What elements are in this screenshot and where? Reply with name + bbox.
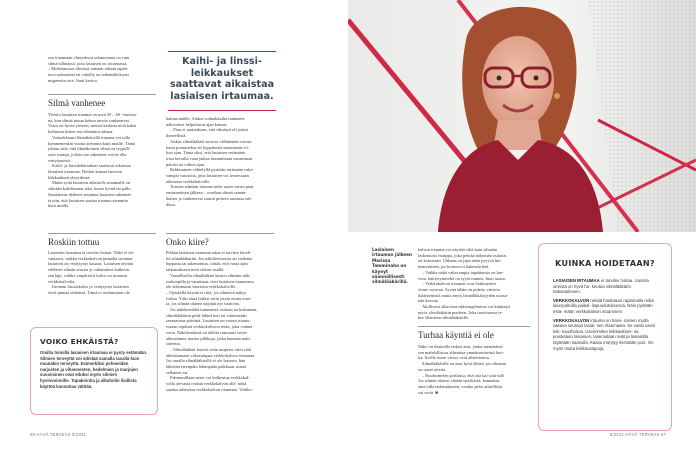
line: sesti isompi, jolloin sen rakenteet voivat olla xyxy=(48,151,127,157)
line: Kaihi- ja linssileikkaukset saattavat aikaistaa xyxy=(52,163,131,169)
line: ta, jos silmän tilanne näyttää nyt vaativan. xyxy=(166,301,240,307)
line: Jos silmän tilanne yhtään epäilyttää, kannattaa xyxy=(418,378,500,384)
line: päivän tai viikon ajan. xyxy=(166,161,206,167)
line: – Ruuhsimelen poitlassa, että tota kai siitä tuli! xyxy=(422,372,505,378)
line: leikkauksen yhteydessä. xyxy=(48,174,91,180)
line: on uusia oireita. xyxy=(418,366,447,372)
line: Lasiaisen irtaumaa ei tarvitse hoitaa. Näkö ei ole xyxy=(48,250,134,255)
line: Pelkän lasiaisen irtauman takia ei tarvitse kiireh- xyxy=(166,250,252,255)
intro-text xyxy=(48,55,156,84)
section3-column2 xyxy=(166,250,278,393)
line: Vaiva on hyvin yleinen, meistä kaikista noin kaksi xyxy=(48,123,137,129)
line: Toiseen silmään irtauma tulee usein varsin pian xyxy=(170,184,254,190)
line: tai kokonaan. Uhkana on jopa näön pysyvä hei- xyxy=(418,258,502,264)
line: myös yleislääkärin puoleen. Joka tarvittaessa te- xyxy=(418,309,503,315)
line: nän kasvua. xyxy=(418,298,439,304)
box-title: VOIKO EHKÄISTÄ? xyxy=(40,337,119,346)
line: kentyminen, jos hoitoon ei hakeudu heti. xyxy=(418,264,490,270)
pullquote-bottom-rule xyxy=(168,110,276,111)
line: sateesta. xyxy=(166,341,181,347)
line: Näkö on ihmiselle tärkeä aisti, jonka menettämi- xyxy=(418,344,504,349)
portrait-photo xyxy=(348,0,696,232)
box-items xyxy=(553,278,657,354)
line: Rehkiminen välttelyllä pyritään estämään vaka- xyxy=(170,167,254,173)
line: lasiaisen on vetäytynyt kauaas. Lasiaisen täyttää xyxy=(48,261,133,267)
line: – Verkkokalvon irtaumat ovat lisääntyneet xyxy=(422,281,497,287)
line: na, kun silmät muun kehon tavoin vanhenevat. xyxy=(48,117,130,123)
section-divider xyxy=(48,233,156,234)
line: kuin muilla. xyxy=(48,203,70,209)
section-heading-turhaa-kayntia: Turhaa käyntiä ei ole xyxy=(418,330,494,340)
page-footer-right: 8/2021 HYVÄ TERVEYS 67 xyxy=(610,432,667,437)
line: vampia vaurioita, jotta lasiaisen voi irrotessaan xyxy=(166,173,249,179)
line: ikääntymistä mutta myös lisinälikkäisyyden nousu- xyxy=(418,292,509,298)
info-box-kuinka-hoidetaan xyxy=(538,243,672,431)
line: tarkastukseen noin viikon sisällä. xyxy=(166,267,225,273)
line: Voimakkaasti likinäköisillä irtauma voi tulla xyxy=(52,134,130,140)
line: näköoireet helpottavat ajan kanssa. xyxy=(166,121,228,127)
line: hippusia tai salamointia, riittää, että varaa ajan xyxy=(166,261,248,267)
right-column-text xyxy=(418,247,534,321)
pullquote: Kaihi- ja linssi-leikkaukset saattavat aikaistaa lasiaisen irtaumaa. xyxy=(169,56,275,102)
section1-column2 xyxy=(166,116,278,207)
line: vaarassa, vaikka verkkokalvon pinnalta irronnut xyxy=(48,255,133,261)
box-item-term: LASIAISEN IRTAUMAA xyxy=(553,278,600,283)
section-heading-roskiin-tottuu: Roskiin tottuu xyxy=(48,237,100,247)
line: Irronnut lasiaiskalvo ja vetäytynyt lasiainen xyxy=(52,284,129,290)
line: Yleisin lasiaisen irtauma on noin 50 – 60 -vuotiaa- xyxy=(48,112,138,117)
box-item-text: reikää hoidetaan rajaamalla reikä laserpoltoilla paikal- lispuudutuksessa. Näin pyritään estä- mään verkkokalvon irtoaminen. xyxy=(553,297,654,314)
line: sen läpi, vaikka ympäröivä kalvo on irronnut xyxy=(48,272,127,278)
line: ensimmäisen jälkeen – ovathan silmät saman- xyxy=(166,190,247,196)
line: aiheuttamaan vakavampaa verkkokalvon irtaumaa. xyxy=(166,352,256,358)
line: tiä silmälääkäriin. Jos näköhermoista on vaalenta xyxy=(166,255,253,261)
box-item xyxy=(553,298,657,315)
line: venyttyneitä. xyxy=(48,157,71,163)
intro-line: silmä sillmässä, joita lasiaisen on irtoamassa. xyxy=(48,60,128,66)
line: – Vaikka näitä vakavampia tapahtumia on har- xyxy=(422,269,504,275)
line: lasiaisen irtaumaa. Hoskin kanssa harvoin xyxy=(48,169,122,175)
line: verkkokalvolta. xyxy=(48,278,76,284)
line: ihmeellistä. xyxy=(166,133,187,139)
line: voin, häiriytymiseltä on syytä tunnea, Juuti sanoo. xyxy=(418,275,507,281)
line: sellainen on. xyxy=(166,369,189,375)
box-item-text: ei tarvitse hoitaa. Uusista oireista on hyvä ha- keutua silmälääkärin tarkastukseen. xyxy=(553,278,649,295)
line: Vaarallisella silmälääkäri katsoo silmään mik- xyxy=(170,272,251,278)
section-heading-onko-kiire: Onko kiire? xyxy=(166,237,209,247)
page-footer-left: 66 HYVÄ TERVEYS 8/2021 xyxy=(30,432,87,437)
line: Jos omalla silmälääkärillä ei ole lasseria, hän xyxy=(166,358,246,364)
photo-caption: Lasiaisen irtauman jälkeen Marissa Tamminaho on käynyt säännöllisesti silmälääkärillä. xyxy=(372,247,412,285)
box-item xyxy=(553,318,657,352)
box-text: Omilla toimilla lasiaisen irtaumaa ei pysty estämään. Silmien terveyttä voi edistää samalla tavalla kuin muutakin terveyttä. Esimerkiksi pehmeiden narjusten ja vihannesten, hedelmien ja marjojen suosiminen ovat eduksi myös silmien hyvinvoinnille. Tupakointia ja alkoholin liiallista käyttöä kannattaa välttää. xyxy=(40,350,148,389)
info-box-voiko-ehkaista xyxy=(30,327,158,415)
line: viime vuosina. Syynä tähän on pidetty väestön xyxy=(418,286,500,292)
line: vai eivät. ■ xyxy=(418,389,438,395)
line: ta niin, että lasiaisen saattaa irtauma aiemmin xyxy=(48,197,128,203)
line: Sairaalassa diabetes muuttaa lasiaisen rakennet- xyxy=(48,191,133,197)
line: kolmesta kokee sen elämänsä aikana. xyxy=(48,129,114,135)
line: kee lähetteen silmälääkärille. xyxy=(418,315,470,321)
line: Mutta syitä lasiaisen aikaiselle irtaumalle on xyxy=(52,180,131,186)
intro-line: sen irtaumaan yhteydessä salamoinnia on vain xyxy=(48,55,130,60)
box-item-term: VERKKOKALVON xyxy=(553,317,590,323)
line: sen mahdollisuus aiheuttaa ymmärrettävästi huo- xyxy=(418,349,505,355)
line: Äkillisesti alkavissa näköongelmissa voi käääntyä xyxy=(422,304,511,310)
line: johtuu siitä, että likinäköinen silmä on tyypilli- xyxy=(48,146,131,152)
section2-column1 xyxy=(48,250,158,296)
line: ole aiheutunut vaurioita verkkokalvolle. xyxy=(166,284,237,290)
pullquote-top-rule xyxy=(168,51,276,52)
section-divider xyxy=(166,233,274,234)
box-item-term: VERKKOKALVON xyxy=(553,297,590,303)
line: kalvon irtauma voi näyttää siltä kuin silmään xyxy=(418,247,498,252)
line: kon ajan. Tämä siksi, että lasiaisen vetämänä xyxy=(166,150,245,156)
line: aiheuttaa verkkokalvolle. xyxy=(166,178,211,184)
line: essaan repäistä verkkokalvoon reiän, joka voinna xyxy=(166,324,253,330)
box-title: KUINKA HOIDETAAN? xyxy=(555,259,655,268)
line: – Pian ei muistakaan, että silmässä oli jotain xyxy=(170,127,248,133)
line: roskia. Yöki tässä lisäksi esiin jotain muita oirei- xyxy=(166,295,252,301)
line: seuraavana päivänä. Lasiaisen on voinut irtautu- xyxy=(166,318,251,324)
line: roskoopilla ja varmistaa, ettei lasiaisen irtaumasta xyxy=(166,278,254,284)
line: silmään kohdistunut isku, kuten lyönti tai pallo. xyxy=(48,186,132,192)
line: edelleen silmän sisusta ja valonsäteet kulkevat xyxy=(48,267,130,273)
section-divider xyxy=(48,94,156,95)
line: volla olevasta reiästä verkkokalvon alle, mikä xyxy=(166,381,247,387)
section1-column1 xyxy=(48,112,158,209)
box-item xyxy=(553,278,657,295)
line: Jos näkökentältä tummenee osittain tai kokonaan, xyxy=(170,307,258,313)
line: laskeutuisi esirippu, joka peittää näkymän osittain xyxy=(418,252,506,258)
intro-line: migreenin oire, Juuti kertoo. xyxy=(48,77,98,83)
line: haittaa näölle. Aluksi voimakkailta tuntuneet xyxy=(166,116,245,121)
line: Joskus silmälääkäri neuvoo välttämään voima- xyxy=(170,138,253,144)
line: Pahimmillaan neste voi kulkeutua verkkokal- xyxy=(170,375,250,381)
line: – Opiskella käyntä ei riitä, jos silmässä näkyy xyxy=(166,289,247,295)
line: ikäiset ja vanhenevat suurin piirtein samassa tah- xyxy=(166,195,253,201)
line: lta. Iivelle usein vieroo ovat aiheettomia. xyxy=(418,355,490,361)
line: irtoa kerralla vaan jatkaa irtaumistaan useamman xyxy=(166,155,253,161)
line: eivät pinnaa silmässä. Tämä ei useimmiten ole xyxy=(48,289,130,295)
section-divider xyxy=(418,326,530,327)
right-column-text-2 xyxy=(418,344,534,395)
line: kymmenenkin vuotta aiemmin kuin muille. Tämä xyxy=(48,140,135,146)
intro-line: tuva salamointi tai valoilly on todennäköisesti xyxy=(48,72,129,78)
line: aiheuttamia mustia pilkkuja, jotka kuntaan noki- xyxy=(166,335,252,341)
line: lähettää eteenpäin lähimpään paikkaan, missä xyxy=(166,364,247,370)
line: kasta ponnistelua tai hyppimistä muutaman vii- xyxy=(166,144,250,150)
line: verta. Näkökentässä on tällöin runsaasti veren xyxy=(166,329,247,335)
line: saattaa aiheuttaa verkkokalvon irtauman. Verkko- xyxy=(166,386,254,392)
line: – Silmälääkäri laserei reiän umpeen, ettei siitä xyxy=(170,346,252,352)
section-heading-silma-vanhenee: Silmä vanhenee xyxy=(48,98,106,108)
line: silmälääkäriin pitää lähteä heti tai viimeistään xyxy=(166,312,247,318)
box-item-text: irtauma on harvi- nainen mutta vakava seuraus lasiai- sen irtaumasta. Se vaatii usein leik- kaushoitoa. Useimmiten leikkaukses- sa poistetaan lasiainen, laseroidaan reiät ja lasiaistila täytetään kaasulla. Kaasu imeytyy itsestään pois. On myös muita leikkaustapoja. xyxy=(553,317,656,351)
line: aina tulla tarkastukseen, ovatko pelot aiheellisia xyxy=(418,383,503,389)
line: Silmälääkärille on aina hyvä lähteä, jos silmissä xyxy=(422,361,507,367)
line: dissa. xyxy=(166,201,176,207)
intro-line: – Molemmissa silmissä samaan aikaan tapah- xyxy=(48,66,129,72)
